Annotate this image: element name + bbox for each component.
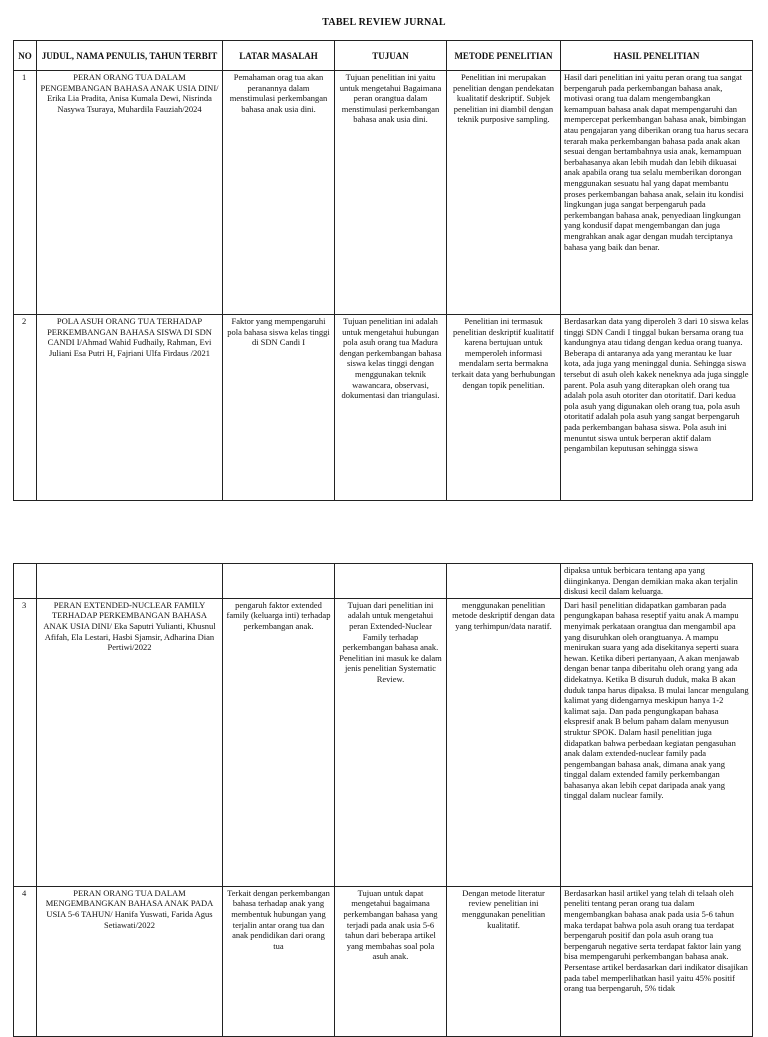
review-table-part-1 — [13, 40, 753, 501]
page-title: TABEL REVIEW JURNAL — [322, 17, 446, 28]
row-latar: Terkait dengan perkembangan bahasa terhadap anak yang membentuk hubungan yang terjalin antar orang tua dan anak pendidikan dari orang tua — [223, 886, 335, 1036]
table-row — [14, 315, 753, 501]
row-no — [14, 564, 37, 599]
row-hasil: dipaksa untuk berbicara tentang apa yang diinginkanya. Dengan demikian maka akan terjalin diskusi kecil dalam keluarga. — [561, 564, 753, 599]
row-tujuan: Tujuan penelitian ini yaitu untuk mengetahui Bagaimana peran orangtua dalam menstimulasi perkembangan bahasa anak usia dini. — [335, 71, 447, 315]
row-tujuan: Tujuan dari penelitian ini adalah untuk mengetahui peran Extended-Nuclear Family terhadap perkembangan bahasa anak. Penelitian ini masuk ke dalam jenis penelitian Systematic Review. — [335, 598, 447, 886]
table-header-row — [14, 41, 753, 71]
row-no: 4 — [14, 886, 37, 1036]
row-no: 1 — [14, 71, 37, 315]
row-tujuan: Tujuan penelitian ini adalah untuk mengetahui hubungan pola asuh orang tua Madura dengan perkembangan bahasa siswa kelas tinggi dengan menggunakan teknik wawancara, observasi, dokumentasi dan triangulasi. — [335, 315, 447, 501]
row-metode — [447, 564, 561, 599]
table-row — [14, 598, 753, 886]
row-metode: Penelitian ini merupakan penelitian dengan pendekatan kualitatif deskriptif. Subjek penelitian ini diambil dengan teknik purposive sampling. — [447, 71, 561, 315]
header-judul: JUDUL, NAMA PENULIS, TAHUN TERBIT — [37, 41, 223, 71]
row-judul: PERAN ORANG TUA DALAM PENGEMBANGAN BAHASA ANAK USIA DINI/ Erika Lia Pradita, Anisa Kumala Dewi, Nisrinda Nasywa Tsuraya, Muhardila Fauziah/2024 — [37, 71, 223, 315]
header-no: NO — [14, 41, 37, 71]
row-judul: POLA ASUH ORANG TUA TERHADAP PERKEMBANGAN BAHASA SISWA DI SDN CANDI I/Ahmad Wahid Fudhaily, Rahman, Evi Juliani Esa Putri H, Fajriani Ulfa Firdaus /2021 — [37, 315, 223, 501]
header-metode: METODE PENELITIAN — [447, 41, 561, 71]
row-tujuan — [335, 564, 447, 599]
row-latar — [223, 564, 335, 599]
table-row — [14, 886, 753, 1036]
row-judul: PERAN ORANG TUA DALAM MENGEMBANGKAN BAHASA ANAK PADA USIA 5-6 TAHUN/ Hanifa Yuswati, Farida Agus Setiawati/2022 — [37, 886, 223, 1036]
row-judul — [37, 564, 223, 599]
table-row-continued — [14, 564, 753, 599]
row-no: 3 — [14, 598, 37, 886]
row-latar: pengaruh faktor extended family (keluarga inti) terhadap perkembangan anak. — [223, 598, 335, 886]
header-hasil: HASIL PENELITIAN — [561, 41, 753, 71]
row-metode: menggunakan penelitian metode deskriptif dengan data yang terhimpun/data naratif. — [447, 598, 561, 886]
row-judul: PERAN EXTENDED-NUCLEAR FAMILY TERHADAP PERKEMBANGAN BAHASA ANAK USIA DINI/ Eka Saputri Yulianti, Khusnul Afifah, Ela Lestari, Hasbi Sjamsir, Adharina Dian Pertiwi/2022 — [37, 598, 223, 886]
header-latar: LATAR MASALAH — [223, 41, 335, 71]
table-row — [14, 71, 753, 315]
row-metode: Penelitian ini termasuk penelitian deskriptif kualitatif karena bertujuan untuk memperoleh informasi mendalam serta bermakna terkait data yang berhubungan dengan topik penelitian. — [447, 315, 561, 501]
row-no: 2 — [14, 315, 37, 501]
header-tujuan: TUJUAN — [335, 41, 447, 71]
row-hasil: Dari hasil penelitian didapatkan gambaran pada pengungkapan bahasa reseptif yaitu anak A mampu menyimak perkataan orangtua dan mengambil apa yang disuruhkan oleh orangtuanya. A mampu menirukan suara yang ada disekitanya seperti suara hewan. Ketika diberi pertanyaan, A akan menjawab dengan benar tanpa diberitahu oleh orang yang ada didekatnya. Ketika B disuruh duduk, maka B akan duduk tanpa harus dipaksa. B mulai lancar mengulang kalimat yang didengarnya meskipun hanya 1-2 kalimat saja. Dan pada pengungkapan bahasa ekspresif anak B belum paham dalam menyusun struktur SPOK. Dalam hasil penelitian juga didapatkan bahwa perbedaan kegiatan pengasuhan anak dalam extended-nuclear family pada pengembangan bahasa anak, dimana anak yang tinggal dalam extended family perkembangan bahasanya akan lebih cepat daripada anak yang tinggal dalam nuclear family. — [561, 598, 753, 886]
row-metode: Dengan metode literatur review penelitian ini menggunakan penelitian kualitatif. — [447, 886, 561, 1036]
review-table-part-2 — [13, 563, 753, 1037]
row-hasil: Berdasarkan data yang diperoleh 3 dari 10 siswa kelas tinggi SDN Candi I tinggal bukan bersama orang tua kandungnya atau tidang dengan kedua orang tuanya. Beberapa di antaranya ada yang merantau ke luar kota, ada juga yang meninggal dunia. Sehingga siswa tersebut di asuh oleh kakek neneknya ada juga singgle parent. Pola asuh yang diterapkan oleh orang tua adalah pola asuh otoriter dan otoritatif. Dari kedua pola asuh yang digunakan oleh orang tua, pola asuh otoritatif adalah pola asuh yang sangat berpengaruh pada perkembangan bahasa siswa. Pola asuh ini menuntut siswa untuk berperan aktif dalam pengambilan keputusan sehingga siswa — [561, 315, 753, 501]
row-hasil: Berdasarkan hasil artikel yang telah di telaah oleh peneliti tentang peran orang tua dalam mengembangkan bahasa anak pada usia 5-6 tahun maka terdapat bahwa pola asuh orang tua terdapat berpengaruh positif dan pola asuh orang tua berpengaruh negative serta terdapat faktor lain yang bisa mempengaruhi perkembangan bahasa anak. Persentase artikel berdasarkan dari indikator disajikan pada tabel memperlihatkan hasil yaitu 45% positif orang tua berpengaruh, 5% tidak — [561, 886, 753, 1036]
row-tujuan: Tujuan untuk dapat mengetahui bagaimana perkembangan bahasa yang terjadi pada anak usia 5-6 tahun dari beberapa artikel yang membahas soal pola asuh anak. — [335, 886, 447, 1036]
row-hasil: Hasil dari penelitian ini yaitu peran orang tua sangat berpengaruh pada perkembangan bahasa anak, motivasi orang tua dalam mengembangkan kemampuan bahasa anak dapat mempengaruhi dan mempercepat perkembangan bahasa anak, bimbingan atau pengajaran yang diberikan orang tua harus secara terarah maka perkembangan bahasa pada anak akan sesuai dengan bertambahnya usia anak, kemampuan berbahasanya akan lebih mudah dan lebih dikuasai anak apabila orang tua selalu memberikan dorongan menggunakan sesuatu hal yang dapat membantu proses perkembangan bahasa anak, selain itu kondisi lingkungan juga sangat berpengaruh pada perkembangan bahasa anak, penyediaan lingkungan yang kondusif dapat mengembangan dan juga mengrahkan anak agar dengan mudah terciptanya bahasa yang baik dan benar. — [561, 71, 753, 315]
row-latar: Pemahaman orag tua akan peranannya dalam menstimulasi perkembangan bahasa anak usia dini. — [223, 71, 335, 315]
row-latar: Faktor yang mempengaruhi pola bahasa siswa kelas tinggi di SDN Candi I — [223, 315, 335, 501]
